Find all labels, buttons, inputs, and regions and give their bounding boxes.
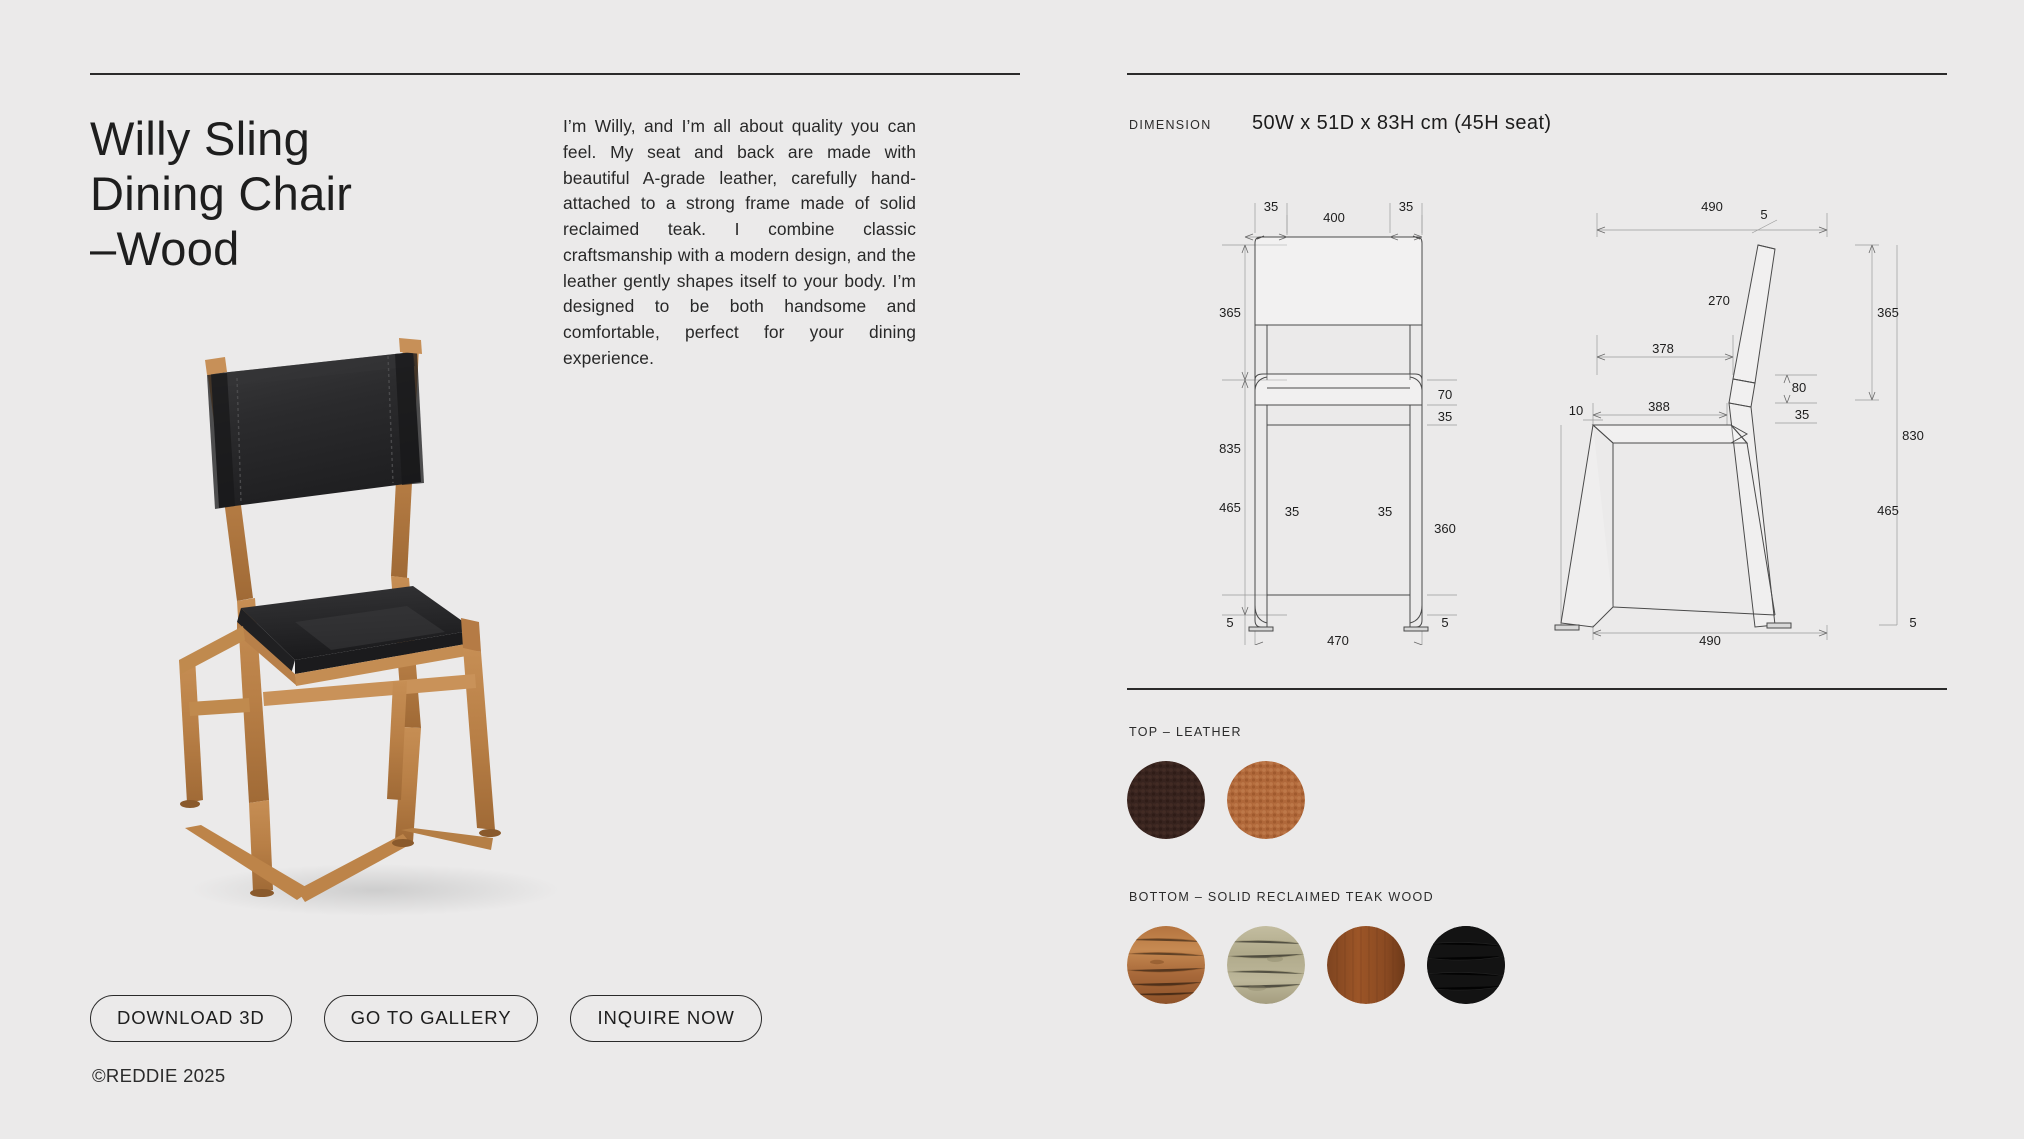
swatch-cognac-leather[interactable] <box>1227 761 1305 839</box>
dim-side-490-top: 490 <box>1701 199 1723 214</box>
product-photo <box>145 330 615 930</box>
dim-front-35-legR: 35 <box>1377 504 1393 519</box>
dim-side-830: 830 <box>1902 428 1924 443</box>
leather-group-label: TOP – LEATHER <box>1129 725 1242 739</box>
dim-front-35-seat: 35 <box>1437 409 1453 424</box>
left-column <box>90 0 1020 1139</box>
dim-side-465: 465 <box>1877 503 1899 518</box>
dimension-value: 50W x 51D x 83H cm (45H seat) <box>1252 112 1552 134</box>
product-description: I’m Willy, and I’m all about quality you can feel. My seat and back are made with beautiful A-grade leather, carefully hand-attached to a strong frame made of solid reclaimed teak. I combine classic craftsmanship with a modern design, and the leather gently shapes itself to your body. I’m designed to be both handsome and comfortable, perfect for your dining experience. <box>563 116 916 368</box>
dim-front-835: 835 <box>1219 441 1241 456</box>
swatch-ebonized-teak[interactable] <box>1427 926 1505 1004</box>
top-divider-right <box>1127 73 1947 75</box>
dim-front-5-right: 5 <box>1441 615 1449 630</box>
leather-material-group <box>1127 725 1305 839</box>
dim-side-5-top: 5 <box>1760 207 1768 222</box>
action-buttons <box>90 995 762 1042</box>
dim-side-490-bottom: 490 <box>1699 633 1721 645</box>
dim-side-365: 365 <box>1877 305 1899 320</box>
leather-swatch-row <box>1127 761 1305 839</box>
technical-drawings <box>1127 175 1947 645</box>
download-3d-button[interactable]: DOWNLOAD 3D <box>90 995 292 1042</box>
dim-front-35-legL: 35 <box>1284 504 1300 519</box>
side-elevation <box>1555 213 1897 640</box>
front-elevation <box>1222 203 1457 645</box>
dim-front-35-right: 35 <box>1398 199 1414 214</box>
wood-group-label: BOTTOM – SOLID RECLAIMED TEAK WOOD <box>1129 890 1434 904</box>
swatch-espresso-leather[interactable] <box>1127 761 1205 839</box>
dim-side-378: 378 <box>1652 341 1674 356</box>
top-divider-left <box>90 73 1020 75</box>
dim-front-400: 400 <box>1323 210 1345 225</box>
dim-front-365: 365 <box>1219 305 1241 320</box>
dim-side-270: 270 <box>1708 293 1730 308</box>
wood-material-group <box>1127 890 1505 1004</box>
dim-front-70: 70 <box>1437 387 1453 402</box>
dimension-label: DIMENSION <box>1129 118 1212 132</box>
dim-side-35: 35 <box>1794 407 1810 422</box>
dim-front-5-left: 5 <box>1226 615 1234 630</box>
dim-front-470: 470 <box>1327 633 1349 645</box>
page-title: Willy Sling Dining Chair –Wood <box>90 112 353 275</box>
wood-swatch-row <box>1127 926 1505 1004</box>
dim-side-5-bottom: 5 <box>1909 615 1917 630</box>
dim-front-360: 360 <box>1434 521 1456 536</box>
swatch-walnut-teak[interactable] <box>1327 926 1405 1004</box>
dim-front-35-left: 35 <box>1263 199 1279 214</box>
swatch-weathered-teak[interactable] <box>1227 926 1305 1004</box>
dim-front-465: 465 <box>1219 500 1241 515</box>
swatch-natural-teak[interactable] <box>1127 926 1205 1004</box>
dim-side-10: 10 <box>1568 403 1584 418</box>
inquire-now-button[interactable]: INQUIRE NOW <box>570 995 761 1042</box>
dim-side-388: 388 <box>1648 399 1670 414</box>
dim-side-80: 80 <box>1791 380 1807 395</box>
copyright-text: ©REDDIE 2025 <box>92 1065 226 1086</box>
right-column <box>1127 0 1947 1139</box>
go-to-gallery-button[interactable]: GO TO GALLERY <box>324 995 539 1042</box>
section-divider <box>1127 688 1947 690</box>
